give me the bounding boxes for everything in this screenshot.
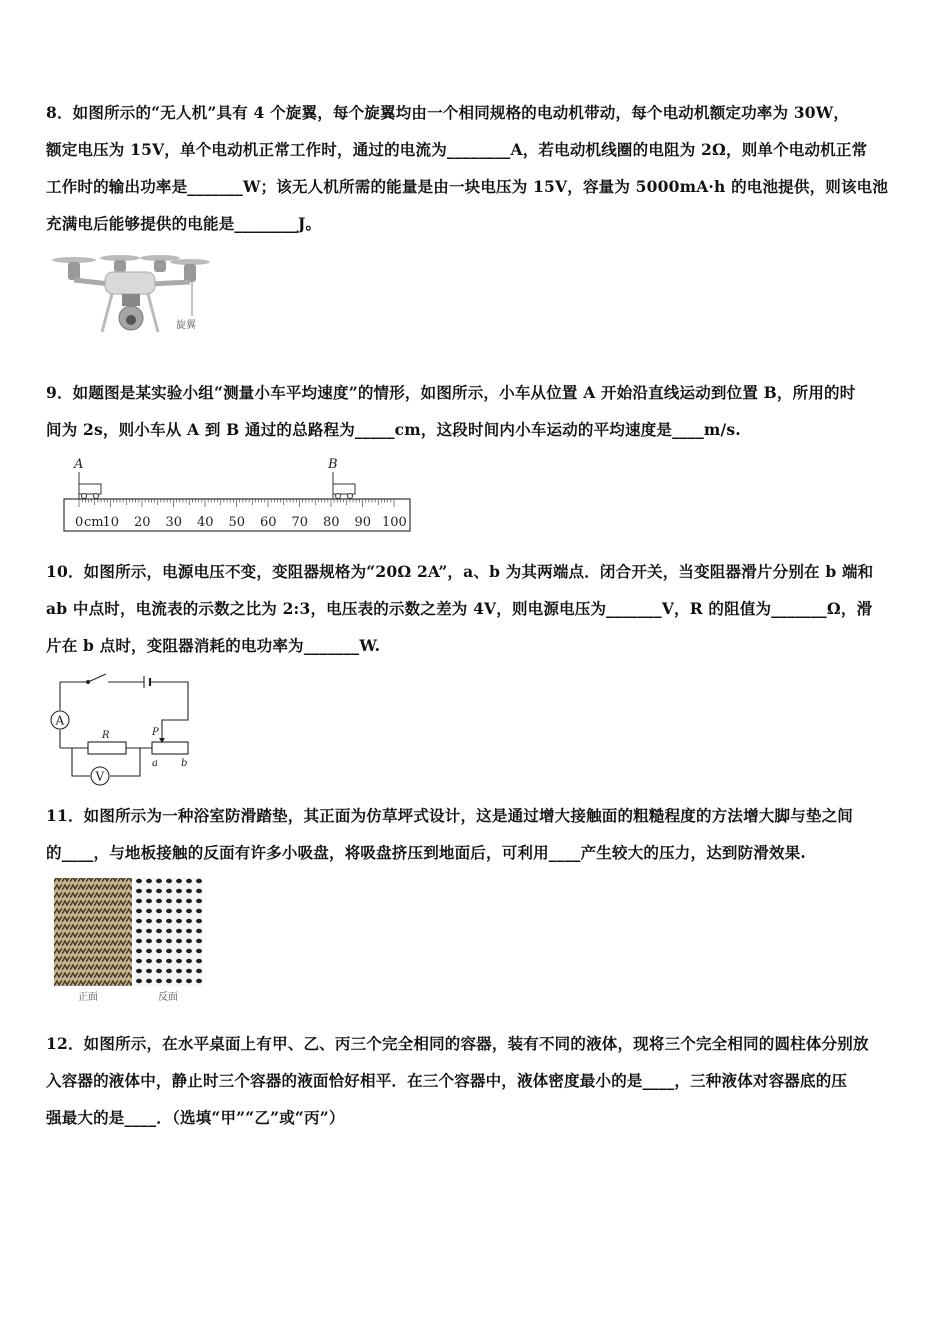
rotor-label: 旋翼 xyxy=(176,320,196,331)
q9-line-1: 9．如题图是某实验小组“测量小车平均速度”的情形，如图所示，小车从位置 A 开始沿直线运动到位置 B，所用的时 xyxy=(46,383,856,402)
switch-blade xyxy=(88,674,106,682)
q12-line-3: 强最大的是____．（选填“甲”“乙”或“丙”） xyxy=(46,1108,345,1127)
q8-line-4: 充满电后能够提供的电能是________J。 xyxy=(46,214,322,233)
position-a-label: A xyxy=(74,457,84,472)
ruler-tick-label: 50 xyxy=(228,515,246,530)
q10-line-1: 10．如图所示，电源电压不变，变阻器规格为“20Ω 2A”，a、b 为其两端点．闭合开关，当变阻器滑片分别在 b 端和 xyxy=(46,562,874,581)
q9-line-2: 间为 2s，则小车从 A 到 B 通过的总路程为_____cm，这段时间内小车运动的平均速度是____m/s. xyxy=(46,420,741,439)
slider-label: P xyxy=(152,727,159,738)
ruler-tick-label: 70 xyxy=(291,515,309,530)
drone-illustration xyxy=(50,250,210,360)
ruler-unit: cm xyxy=(84,515,104,530)
circuit-figure xyxy=(44,668,198,792)
resistor-label: R xyxy=(102,730,110,741)
ruler-tick-label: 10 xyxy=(102,515,120,530)
ruler-figure xyxy=(62,456,414,536)
mat-illustration xyxy=(54,876,204,1004)
question-12 xyxy=(46,1025,908,1136)
ruler-tick-label: 20 xyxy=(134,515,151,530)
q10-line-3: 片在 b 点时，变阻器消耗的电功率为_______W. xyxy=(46,636,381,655)
position-b-label: B xyxy=(328,457,338,472)
q10-line-2: ab 中点时，电流表的示数之比为 2:3，电压表的示数之差为 4V，则电源电压为_______V，R 的阻值为_______Ω，滑 xyxy=(46,599,873,618)
circuit-diagram xyxy=(44,668,198,792)
ruler-tick-label: 30 xyxy=(165,515,183,530)
ruler-tick-label: 100 xyxy=(382,515,407,530)
ruler-tick-label: 80 xyxy=(323,515,340,530)
ruler-tick-label: 60 xyxy=(260,515,277,530)
mat-figure xyxy=(54,876,204,1004)
question-8 xyxy=(46,94,908,242)
end-a-label: a xyxy=(152,758,158,769)
ruler-tick-label: 40 xyxy=(197,515,214,530)
ruler-tick-label: 0 xyxy=(75,515,84,530)
question-10 xyxy=(46,553,908,664)
ammeter-label: A xyxy=(55,713,65,728)
q11-line-1: 11．如图所示为一种浴室防滑踏垫，其正面为仿草坪式设计，这是通过增大接触面的粗糙程度的方法增大脚与垫之间 xyxy=(46,806,853,825)
q8-line-2: 额定电压为 15V，单个电动机正常工作时，通过的电流为________A，若电动机线圈的电阻为 2Ω，则单个电动机正常 xyxy=(46,140,868,159)
caption-front: 正面 xyxy=(78,992,98,1003)
q12-line-2: 入容器的液体中，静止时三个容器的液面恰好相平．在三个容器中，液体密度最小的是____，三种液体对容器底的压 xyxy=(46,1071,848,1090)
q12-line-1: 12．如图所示，在水平桌面上有甲、乙、丙三个完全相同的容器，装有不同的液体，现将三个完全相同的圆柱体分别放 xyxy=(46,1034,869,1053)
cart-at-a xyxy=(79,484,101,499)
q8-line-1: 8．如图所示的“无人机”具有 4 个旋翼，每个旋翼均由一个相同规格的电动机带动，每个电动机额定功率为 30W， xyxy=(46,103,850,122)
resistor-r xyxy=(88,742,126,754)
rheostat xyxy=(152,742,188,754)
end-b-label: b xyxy=(181,758,188,769)
ruler-illustration xyxy=(62,456,414,536)
question-9 xyxy=(46,374,908,448)
q8-line-3: 工作时的输出功率是_______W；该无人机所需的能量是由一块电压为 15V，容量为 5000mA·h 的电池提供，则该电池 xyxy=(46,177,889,196)
caption-back: 反面 xyxy=(158,992,178,1003)
ruler-tick-label: 90 xyxy=(354,515,372,530)
question-11 xyxy=(46,797,908,871)
voltmeter-label: V xyxy=(95,769,105,784)
cart-at-b xyxy=(333,484,355,499)
drone-figure xyxy=(50,250,210,360)
q11-line-2: 的____，与地板接触的反面有许多小吸盘，将吸盘挤压到地面后，可利用____产生较大的压力，达到防滑效果. xyxy=(46,843,806,862)
mat-front-side xyxy=(54,878,132,986)
mat-back-side xyxy=(134,878,202,986)
